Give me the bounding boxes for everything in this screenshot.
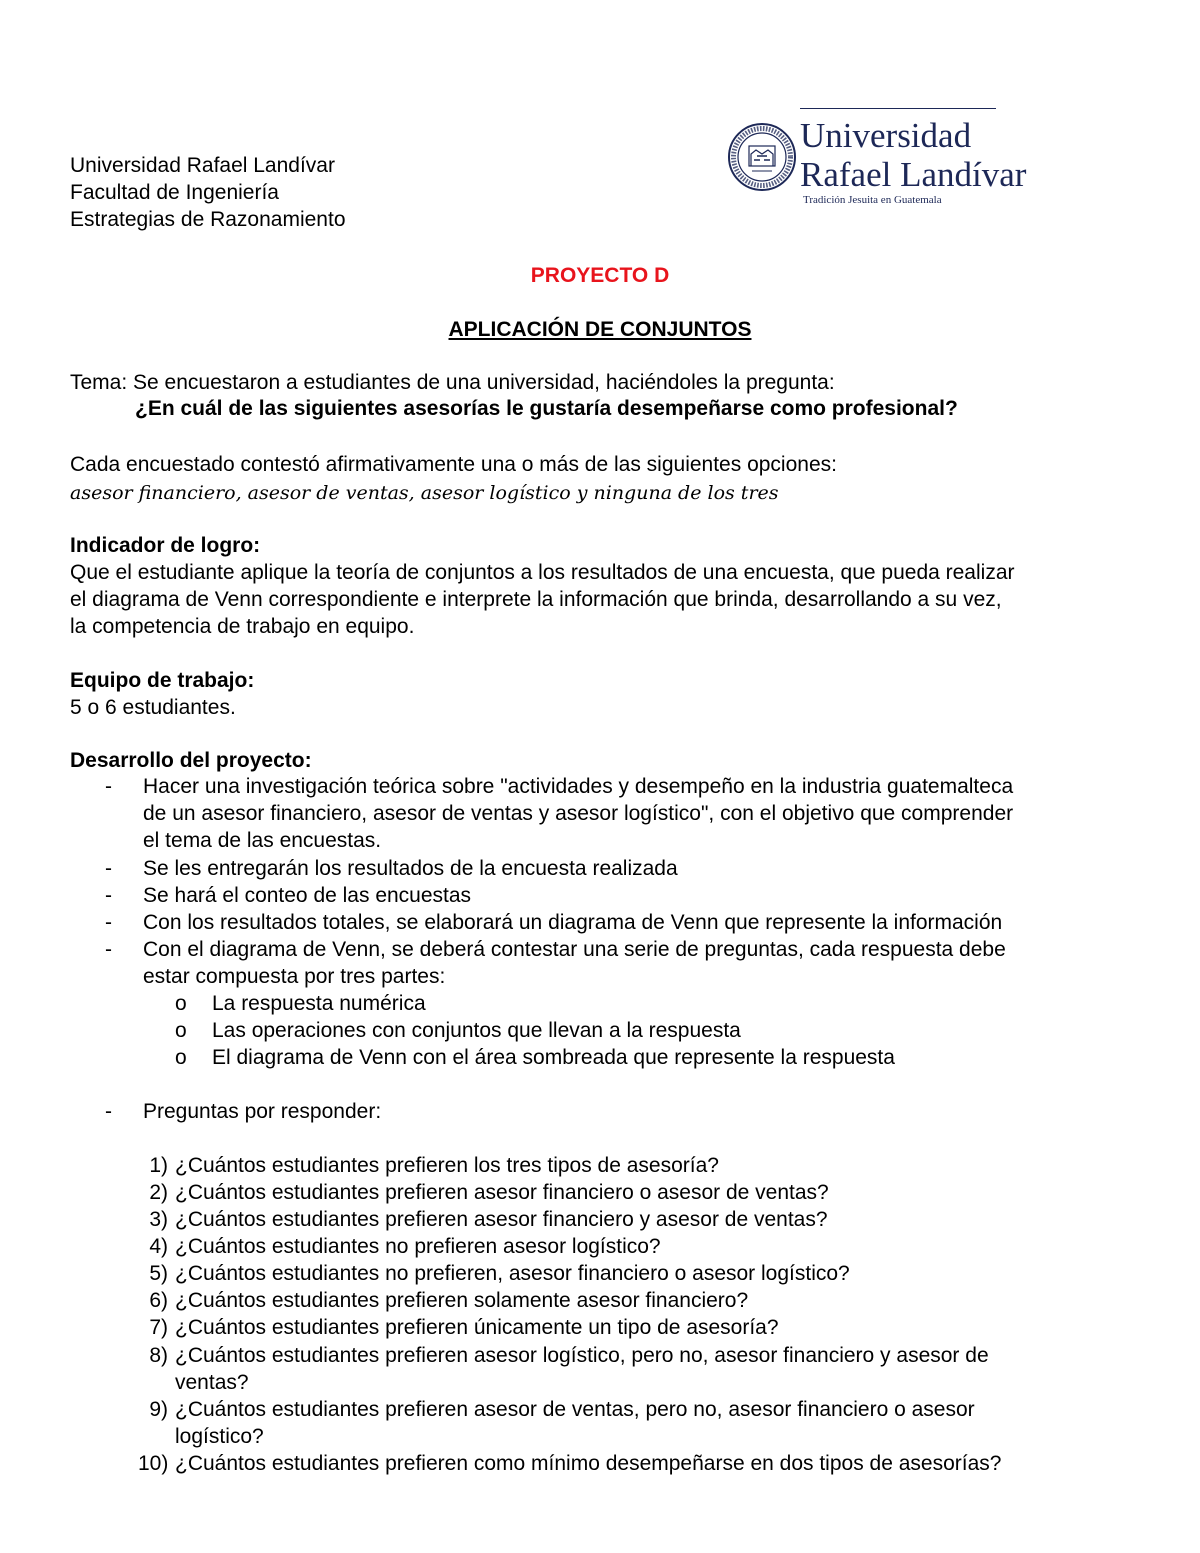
indicador-heading: Indicador de logro: <box>70 534 261 557</box>
bullet-dash: - <box>105 775 112 798</box>
question-number: 4) <box>149 1235 168 1258</box>
sub-bullet-marker: o <box>175 1046 187 1069</box>
question-text: ¿Cuántos estudiantes prefieren únicamente un tipo de asesoría? <box>175 1316 779 1339</box>
question-text-continued: logístico? <box>175 1425 264 1448</box>
question-text: ¿Cuántos estudiantes prefieren solamente asesor financiero? <box>175 1289 749 1312</box>
bullet-dash: - <box>105 884 112 907</box>
tema-question: ¿En cuál de las siguientes asesorías le gustaría desempeñarse como profesional? <box>135 397 958 420</box>
sub-bullet1: La respuesta numérica <box>212 992 426 1015</box>
logo-name-line2: Rafael Landívar <box>800 155 1027 194</box>
indicador-line3: la competencia de trabajo en equipo. <box>70 615 415 638</box>
tema-line <box>70 370 835 396</box>
sub-bullet-marker: o <box>175 1019 187 1042</box>
header-university: Universidad Rafael Landívar <box>70 154 335 177</box>
bullet-dash: - <box>105 938 112 961</box>
question-number: 2) <box>149 1181 168 1204</box>
logo-name-line1: Universidad <box>800 116 972 155</box>
question-text: ¿Cuántos estudiantes prefieren como mínimo desempeñarse en dos tipos de asesorías? <box>175 1452 1002 1475</box>
question-number: 8) <box>149 1344 168 1367</box>
tema-label: Tema: <box>70 371 128 394</box>
logo-rule <box>800 108 996 109</box>
question-number: 5) <box>149 1262 168 1285</box>
bullet5-line1: Con el diagrama de Venn, se deberá contestar una serie de preguntas, cada respuesta debe <box>143 938 1006 961</box>
equipo-heading: Equipo de trabajo: <box>70 669 255 692</box>
question-text: ¿Cuántos estudiantes prefieren asesor financiero o asesor de ventas? <box>175 1181 829 1204</box>
bullet-dash: - <box>105 857 112 880</box>
subtitle: APLICACIÓN DE CONJUNTOS <box>448 318 752 341</box>
question-number: 3) <box>149 1208 168 1231</box>
options-list: asesor financiero, asesor de ventas, asesor logístico y ninguna de los tres <box>70 482 779 504</box>
sub-bullet2: Las operaciones con conjuntos que llevan a la respuesta <box>212 1019 741 1042</box>
bullet-dash: - <box>105 911 112 934</box>
question-text-continued: ventas? <box>175 1371 249 1394</box>
question-number: 1) <box>149 1154 168 1177</box>
logo-tagline: Tradición Jesuita en Guatemala <box>803 194 942 206</box>
university-seal-icon <box>727 116 797 198</box>
options-intro: Cada encuestado contestó afirmativamente una o más de las siguientes opciones: <box>70 453 837 476</box>
bullet1-line3: el tema de las encuestas. <box>143 829 382 852</box>
question-number: 10) <box>138 1452 169 1475</box>
question-number: 6) <box>149 1289 168 1312</box>
question-text: ¿Cuántos estudiantes prefieren los tres tipos de asesoría? <box>175 1154 719 1177</box>
question-text: ¿Cuántos estudiantes prefieren asesor financiero y asesor de ventas? <box>175 1208 828 1231</box>
question-text: ¿Cuántos estudiantes no prefieren, asesor financiero o asesor logístico? <box>175 1262 850 1285</box>
bullet6: Preguntas por responder: <box>143 1100 382 1123</box>
question-number: 7) <box>149 1316 168 1339</box>
desarrollo-heading: Desarrollo del proyecto: <box>70 749 312 772</box>
header-course: Estrategias de Razonamiento <box>70 208 346 231</box>
tema-text: Se encuestaron a estudiantes de una universidad, haciéndoles la pregunta: <box>127 371 835 394</box>
bullet1-line1: Hacer una investigación teórica sobre "actividades y desempeño en la industria guatemalteca <box>143 775 1014 798</box>
sub-bullet-marker: o <box>175 992 187 1015</box>
bullet1-line2: de un asesor financiero, asesor de ventas y asesor logístico", con el objetivo que comprender <box>143 802 1014 825</box>
bullet-dash: - <box>105 1100 112 1123</box>
indicador-line2: el diagrama de Venn correspondiente e interprete la información que brinda, desarrollando a su vez, <box>70 588 1002 611</box>
question-text: ¿Cuántos estudiantes prefieren asesor logístico, pero no, asesor financiero y asesor de <box>175 1344 989 1367</box>
bullet3: Se hará el conteo de las encuestas <box>143 884 472 907</box>
question-number: 9) <box>149 1398 168 1421</box>
header-faculty: Facultad de Ingeniería <box>70 181 279 204</box>
question-text: ¿Cuántos estudiantes prefieren asesor de ventas, pero no, asesor financiero o asesor <box>175 1398 975 1421</box>
project-title: PROYECTO D <box>530 264 670 287</box>
sub-bullet3: El diagrama de Venn con el área sombreada que represente la respuesta <box>212 1046 895 1069</box>
bullet4: Con los resultados totales, se elaborará un diagrama de Venn que represente la información <box>143 911 1003 934</box>
bullet5-line2: estar compuesta por tres partes: <box>143 965 446 988</box>
equipo-text: 5 o 6 estudiantes. <box>70 696 236 719</box>
university-logo <box>727 108 1027 218</box>
question-text: ¿Cuántos estudiantes no prefieren asesor logístico? <box>175 1235 661 1258</box>
indicador-line1: Que el estudiante aplique la teoría de conjuntos a los resultados de una encuesta, que pueda realizar <box>70 561 1015 584</box>
bullet2: Se les entregarán los resultados de la encuesta realizada <box>143 857 678 880</box>
